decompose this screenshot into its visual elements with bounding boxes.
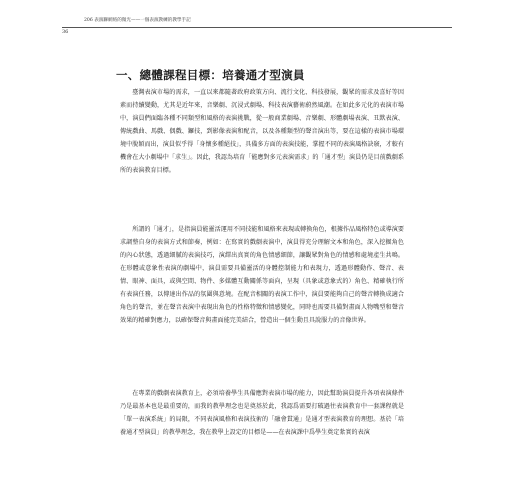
body-paragraph: 所謂的「通才」，是指演員能靈活運用不同技能和風格來表現或轉換角色，根據作品風格特色或導演要求調整自身的表演方式和節奏，例如：在寫實的戲劇表演中，演員得充分理解文本和角色，深入挖掘角色的內心狀態，透過細膩的表演技巧，演繹出真實的角色情感細節，讓觀眾對角色的情感和處境產生共鳴。在形體或意象性表演的劇場中，演員需要具備靈活的身體控制能力和表現力，透過形體動作、聲音、表情、眼神、面具，或與空間、物件、多媒體互動關係等面向，呈現（具象或意象式的）角色、精確執行所有表演任務，以傳達出作品的氛圍與意境。在配音相關的表演工作中，演員要能夠自己的聲音轉換成適合角色的聲音，並在聲音表演中表現出角色的性格特徵和情感變化，同時也需要具備對畫面人物嘴型和聲音效果的精確對應力，以確保聲音與畫面能完美結合，營造出一個生動且具說服力的音像世界。 [120,226,404,325]
header-rule [62,27,452,28]
page-number: 36 [62,29,69,35]
body-paragraph: 在專業的戲劇表演教育上，必須培養學生具備應對表演市場的能力，因此幫助演員提升各項表演條件乃是最基本也是最重要的，而我的教學理念也是奠基於此，我認爲需要打破過往表演教育中一套課程就是「單一表演系統」的局限，不同表演風格和表演技術的「融會貫通」是通才型表演教育的理想。基於「培養通才型演員」的教學理念，我在教學上設定的目標是——在表演課中爲學生奠定紮實的表演 [120,390,404,437]
section-heading: 一、總體課程目標：培養通才型演員 [116,68,305,82]
body-paragraph: 臺灣表演市場的需求，一直以來都隨著政府政策方向、流行文化、科技發展，觀眾的需求及喜好等因素而持續變動，尤其是近年來，音樂劇、沉浸式劇場、科技表演藝術蔚然風潮。在如此多元化的表演市場中，演員們面臨各種不同類型和風格的表演挑戰，從一般商業劇場、音樂劇、形體劇場表演、丑默表演、傳統戲曲、馬戲、偶戲、鑼技，到影像表演和配音，以及各種類型的聲音演出等，要在這樣的表演市場環境中脫穎而出，演員似乎得「身懷多種絕技」，具備多方面的表演技能，掌握不同的表演風格訣竅，才較有機會在大小劇場中「求生」。因此，我認為培育「能應對多元表演需求」的「通才型」演員仍是目前戲劇系所的表演教育目標。 [120,89,404,175]
running-title: 206 表演聯網絡的微光——一個表演教練的教學手記 [84,18,191,23]
